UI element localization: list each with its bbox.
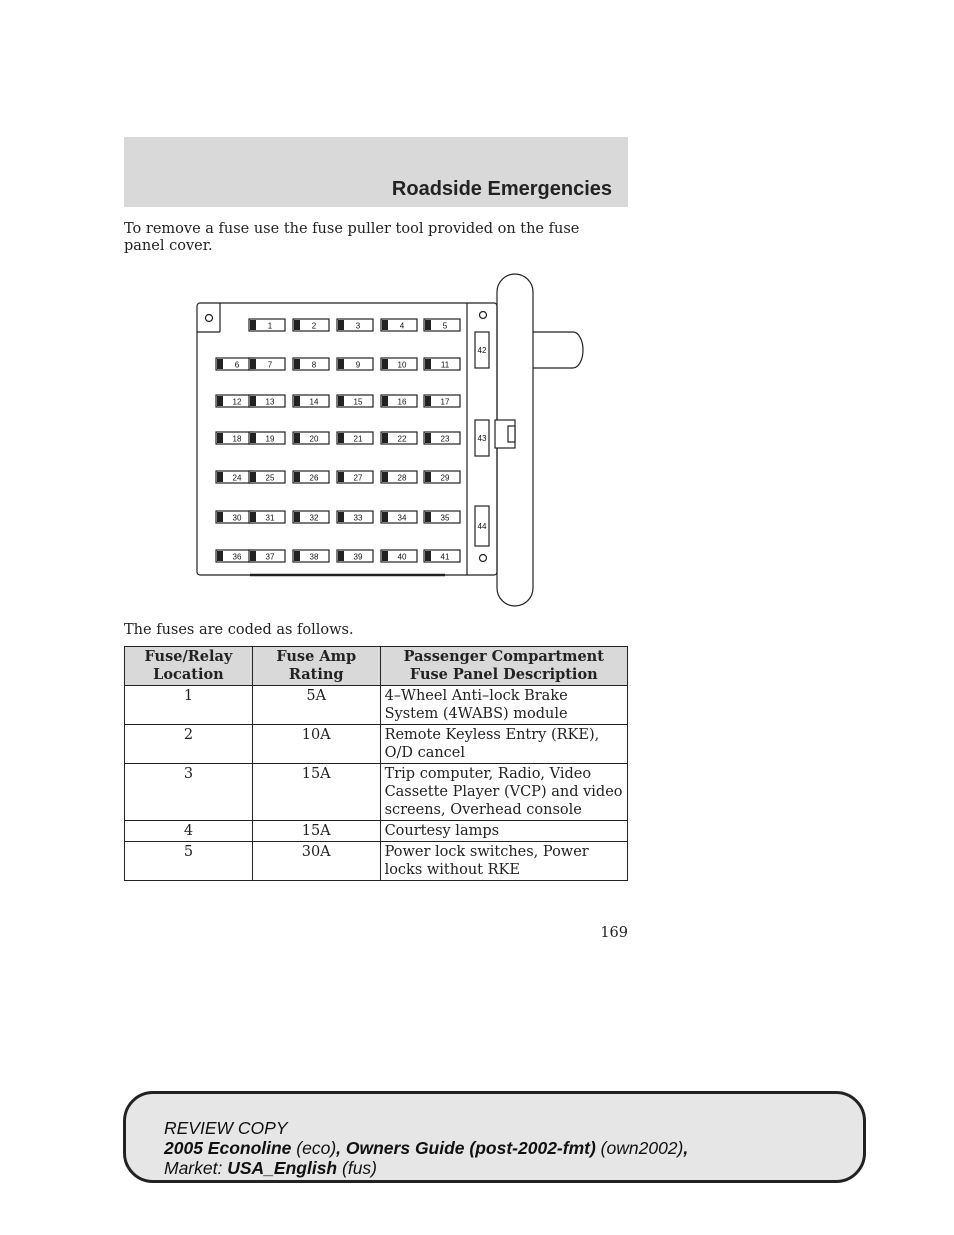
cell-location: 1 — [125, 686, 253, 725]
fuse-number: 1 — [267, 321, 273, 331]
fuse-slot — [249, 550, 285, 562]
fuse-tab — [425, 551, 431, 561]
fuse-number: 35 — [440, 513, 450, 523]
fuse-tab — [425, 320, 431, 330]
fuse-slot — [381, 395, 417, 407]
cell-description: Trip computer, Radio, Video Cassette Player (VCP) and video screens, Overhead console — [380, 764, 627, 821]
fuse-slot — [337, 471, 373, 483]
fuse-tab — [425, 396, 431, 406]
handle-tab — [533, 332, 583, 368]
fuse-slot — [293, 395, 329, 407]
cell-location: 4 — [125, 821, 253, 842]
cell-description: 4–Wheel Anti–lock Brake System (4WABS) module — [380, 686, 627, 725]
fuse-slot — [424, 319, 460, 331]
coded-text: The fuses are coded as follows. — [124, 622, 354, 638]
fuse-slot — [337, 358, 373, 370]
fuse-number: 25 — [265, 473, 275, 483]
fuse-slot — [424, 550, 460, 562]
table-row — [125, 821, 628, 842]
relay-slot — [475, 420, 489, 456]
fuse-number: 26 — [309, 473, 319, 483]
fuse-slot — [293, 319, 329, 331]
relay-number: 42 — [477, 346, 487, 355]
fuse-tab — [217, 512, 223, 522]
footer-guide: , Owners Guide (post-2002-fmt) — [336, 1138, 596, 1158]
fuse-number: 6 — [234, 360, 240, 370]
cell-description: Power lock switches, Power locks without RKE — [380, 842, 627, 881]
cell-amp: 5A — [252, 686, 380, 725]
fuse-number: 3 — [355, 321, 361, 331]
fuse-slot — [216, 432, 252, 444]
relay-number: 44 — [477, 522, 487, 531]
cell-location: 2 — [125, 725, 253, 764]
fuse-number: 20 — [309, 434, 319, 444]
fuse-slot — [249, 471, 285, 483]
footer-market-code: (fus) — [342, 1158, 377, 1178]
fuse-slot — [424, 511, 460, 523]
footer-market-label: Market: — [164, 1158, 223, 1178]
footer-model: 2005 Econoline — [164, 1138, 292, 1158]
fuse-slot — [381, 358, 417, 370]
fuse-tab — [250, 472, 256, 482]
fuse-tab — [250, 359, 256, 369]
fuse-tab — [382, 551, 388, 561]
footer-model-code: (eco) — [296, 1138, 337, 1158]
fuse-slot — [293, 471, 329, 483]
fuse-tab — [250, 512, 256, 522]
fuse-number: 39 — [353, 552, 363, 562]
fuse-slot — [249, 511, 285, 523]
footer-review-copy: REVIEW COPY — [164, 1118, 288, 1138]
fuse-slot — [293, 511, 329, 523]
fuse-number: 30 — [232, 513, 242, 523]
fuse-tab — [294, 359, 300, 369]
section-title: Roadside Emergencies — [391, 178, 612, 200]
fuse-tab — [382, 512, 388, 522]
fuse-tab — [338, 433, 344, 443]
fuse-tab — [382, 320, 388, 330]
fuse-slot — [337, 550, 373, 562]
fuse-tab — [294, 472, 300, 482]
fuse-slot — [216, 511, 252, 523]
fuse-number: 32 — [309, 513, 319, 523]
cell-amp: 30A — [252, 842, 380, 881]
fuse-number: 10 — [397, 360, 407, 370]
fuse-slot — [216, 550, 252, 562]
fuse-number: 29 — [440, 473, 450, 483]
fuse-tab — [338, 512, 344, 522]
fuse-slot — [381, 550, 417, 562]
fuse-number: 41 — [440, 552, 450, 562]
fuse-number: 34 — [397, 513, 407, 523]
fuse-number: 12 — [232, 397, 242, 407]
fuse-tab — [425, 512, 431, 522]
fuse-number: 36 — [232, 552, 242, 562]
fuse-tab — [217, 472, 223, 482]
fuse-slot — [381, 432, 417, 444]
fuse-number: 9 — [355, 360, 361, 370]
fuse-number: 16 — [397, 397, 407, 407]
fuse-number: 40 — [397, 552, 407, 562]
cell-location: 5 — [125, 842, 253, 881]
section-header — [124, 137, 628, 207]
cell-amp: 15A — [252, 821, 380, 842]
footer-market: USA_English — [227, 1158, 338, 1178]
table-row — [125, 686, 628, 725]
cell-location: 3 — [125, 764, 253, 821]
fuse-tab — [294, 396, 300, 406]
fuse-tab — [294, 512, 300, 522]
fuse-tab — [425, 472, 431, 482]
mount-hole — [480, 312, 487, 319]
footer-text — [164, 1118, 688, 1178]
fuse-number: 23 — [440, 434, 450, 444]
fuse-slot — [381, 319, 417, 331]
fuse-slot — [337, 432, 373, 444]
relay-column — [475, 332, 489, 546]
fuse-tab — [338, 472, 344, 482]
fuse-slot — [337, 319, 373, 331]
table-row — [125, 842, 628, 881]
fuse-tab — [425, 433, 431, 443]
fuse-slot — [249, 432, 285, 444]
fuse-tab — [294, 551, 300, 561]
fuse-slot — [381, 511, 417, 523]
relay-slot — [475, 506, 489, 546]
fuse-grid — [216, 319, 460, 562]
fuse-tab — [217, 551, 223, 561]
page-number: 169 — [600, 925, 628, 941]
fuse-number: 15 — [353, 397, 363, 407]
fuse-tab — [250, 551, 256, 561]
fuse-number: 24 — [232, 473, 242, 483]
review-footer — [123, 1091, 866, 1183]
footer-guide-code: (own2002) — [600, 1138, 684, 1158]
fuse-tab — [217, 396, 223, 406]
fuse-number: 8 — [311, 360, 317, 370]
fuse-number: 2 — [311, 321, 317, 331]
fuse-panel-diagram — [190, 270, 590, 610]
fuse-slot — [337, 395, 373, 407]
fuse-slot — [293, 432, 329, 444]
fuse-tab — [382, 396, 388, 406]
fuse-tab — [294, 320, 300, 330]
fuse-slot — [293, 358, 329, 370]
fuse-tab — [338, 551, 344, 561]
puller-clip — [508, 426, 515, 442]
fuse-tab — [338, 320, 344, 330]
fuse-tab — [338, 396, 344, 406]
fuse-tab — [217, 433, 223, 443]
fuse-slot — [424, 471, 460, 483]
fuse-tab — [425, 359, 431, 369]
fuse-tab — [250, 433, 256, 443]
fuse-number: 33 — [353, 513, 363, 523]
fuse-slot — [381, 471, 417, 483]
fuse-number: 5 — [442, 321, 448, 331]
fuse-number: 13 — [265, 397, 275, 407]
fuse-slot — [216, 471, 252, 483]
fuse-number: 31 — [265, 513, 275, 523]
fuse-number: 19 — [265, 434, 275, 444]
fuse-slot — [216, 358, 252, 370]
header-amp-rating: Fuse Amp Rating — [252, 647, 380, 686]
fuse-slot — [216, 395, 252, 407]
fuse-number: 28 — [397, 473, 407, 483]
fuse-slot — [293, 550, 329, 562]
fuse-number: 38 — [309, 552, 319, 562]
fuse-tab — [217, 359, 223, 369]
fuse-number: 18 — [232, 434, 242, 444]
fuse-number: 14 — [309, 397, 319, 407]
fuse-number: 4 — [399, 321, 405, 331]
fuse-number: 11 — [440, 360, 450, 370]
fuse-slot — [337, 511, 373, 523]
relay-slot — [475, 332, 489, 368]
fuse-tab — [294, 433, 300, 443]
fuse-slot — [249, 319, 285, 331]
intro-paragraph: To remove a fuse use the fuse puller tool provided on the fuse panel cover. — [124, 221, 580, 254]
header-location: Fuse/Relay Location — [125, 647, 253, 686]
fuse-number: 22 — [397, 434, 407, 444]
fuse-tab — [382, 433, 388, 443]
table-row — [125, 725, 628, 764]
fuse-number: 37 — [265, 552, 275, 562]
fuse-tab — [382, 359, 388, 369]
cell-amp: 15A — [252, 764, 380, 821]
fuse-number: 7 — [267, 360, 273, 370]
fuse-tab — [338, 359, 344, 369]
fuse-slot — [424, 395, 460, 407]
fuse-number: 17 — [440, 397, 450, 407]
footer-comma: , — [683, 1138, 689, 1158]
fuse-number: 27 — [353, 473, 363, 483]
fuse-slot — [424, 432, 460, 444]
fuse-table — [124, 646, 628, 881]
fuse-tab — [382, 472, 388, 482]
fuse-slot — [424, 358, 460, 370]
cell-amp: 10A — [252, 725, 380, 764]
cell-description: Courtesy lamps — [380, 821, 627, 842]
mount-hole — [206, 315, 213, 322]
relay-number: 43 — [477, 434, 487, 443]
table-row — [125, 764, 628, 821]
header-description: Passenger Compartment Fuse Panel Description — [380, 647, 627, 686]
cell-description: Remote Keyless Entry (RKE), O/D cancel — [380, 725, 627, 764]
fuse-slot — [249, 358, 285, 370]
fuse-tab — [250, 320, 256, 330]
fuse-slot — [249, 395, 285, 407]
table-header-row — [125, 647, 628, 686]
fuse-number: 21 — [353, 434, 363, 444]
mount-hole — [480, 555, 487, 562]
fuse-tab — [250, 396, 256, 406]
